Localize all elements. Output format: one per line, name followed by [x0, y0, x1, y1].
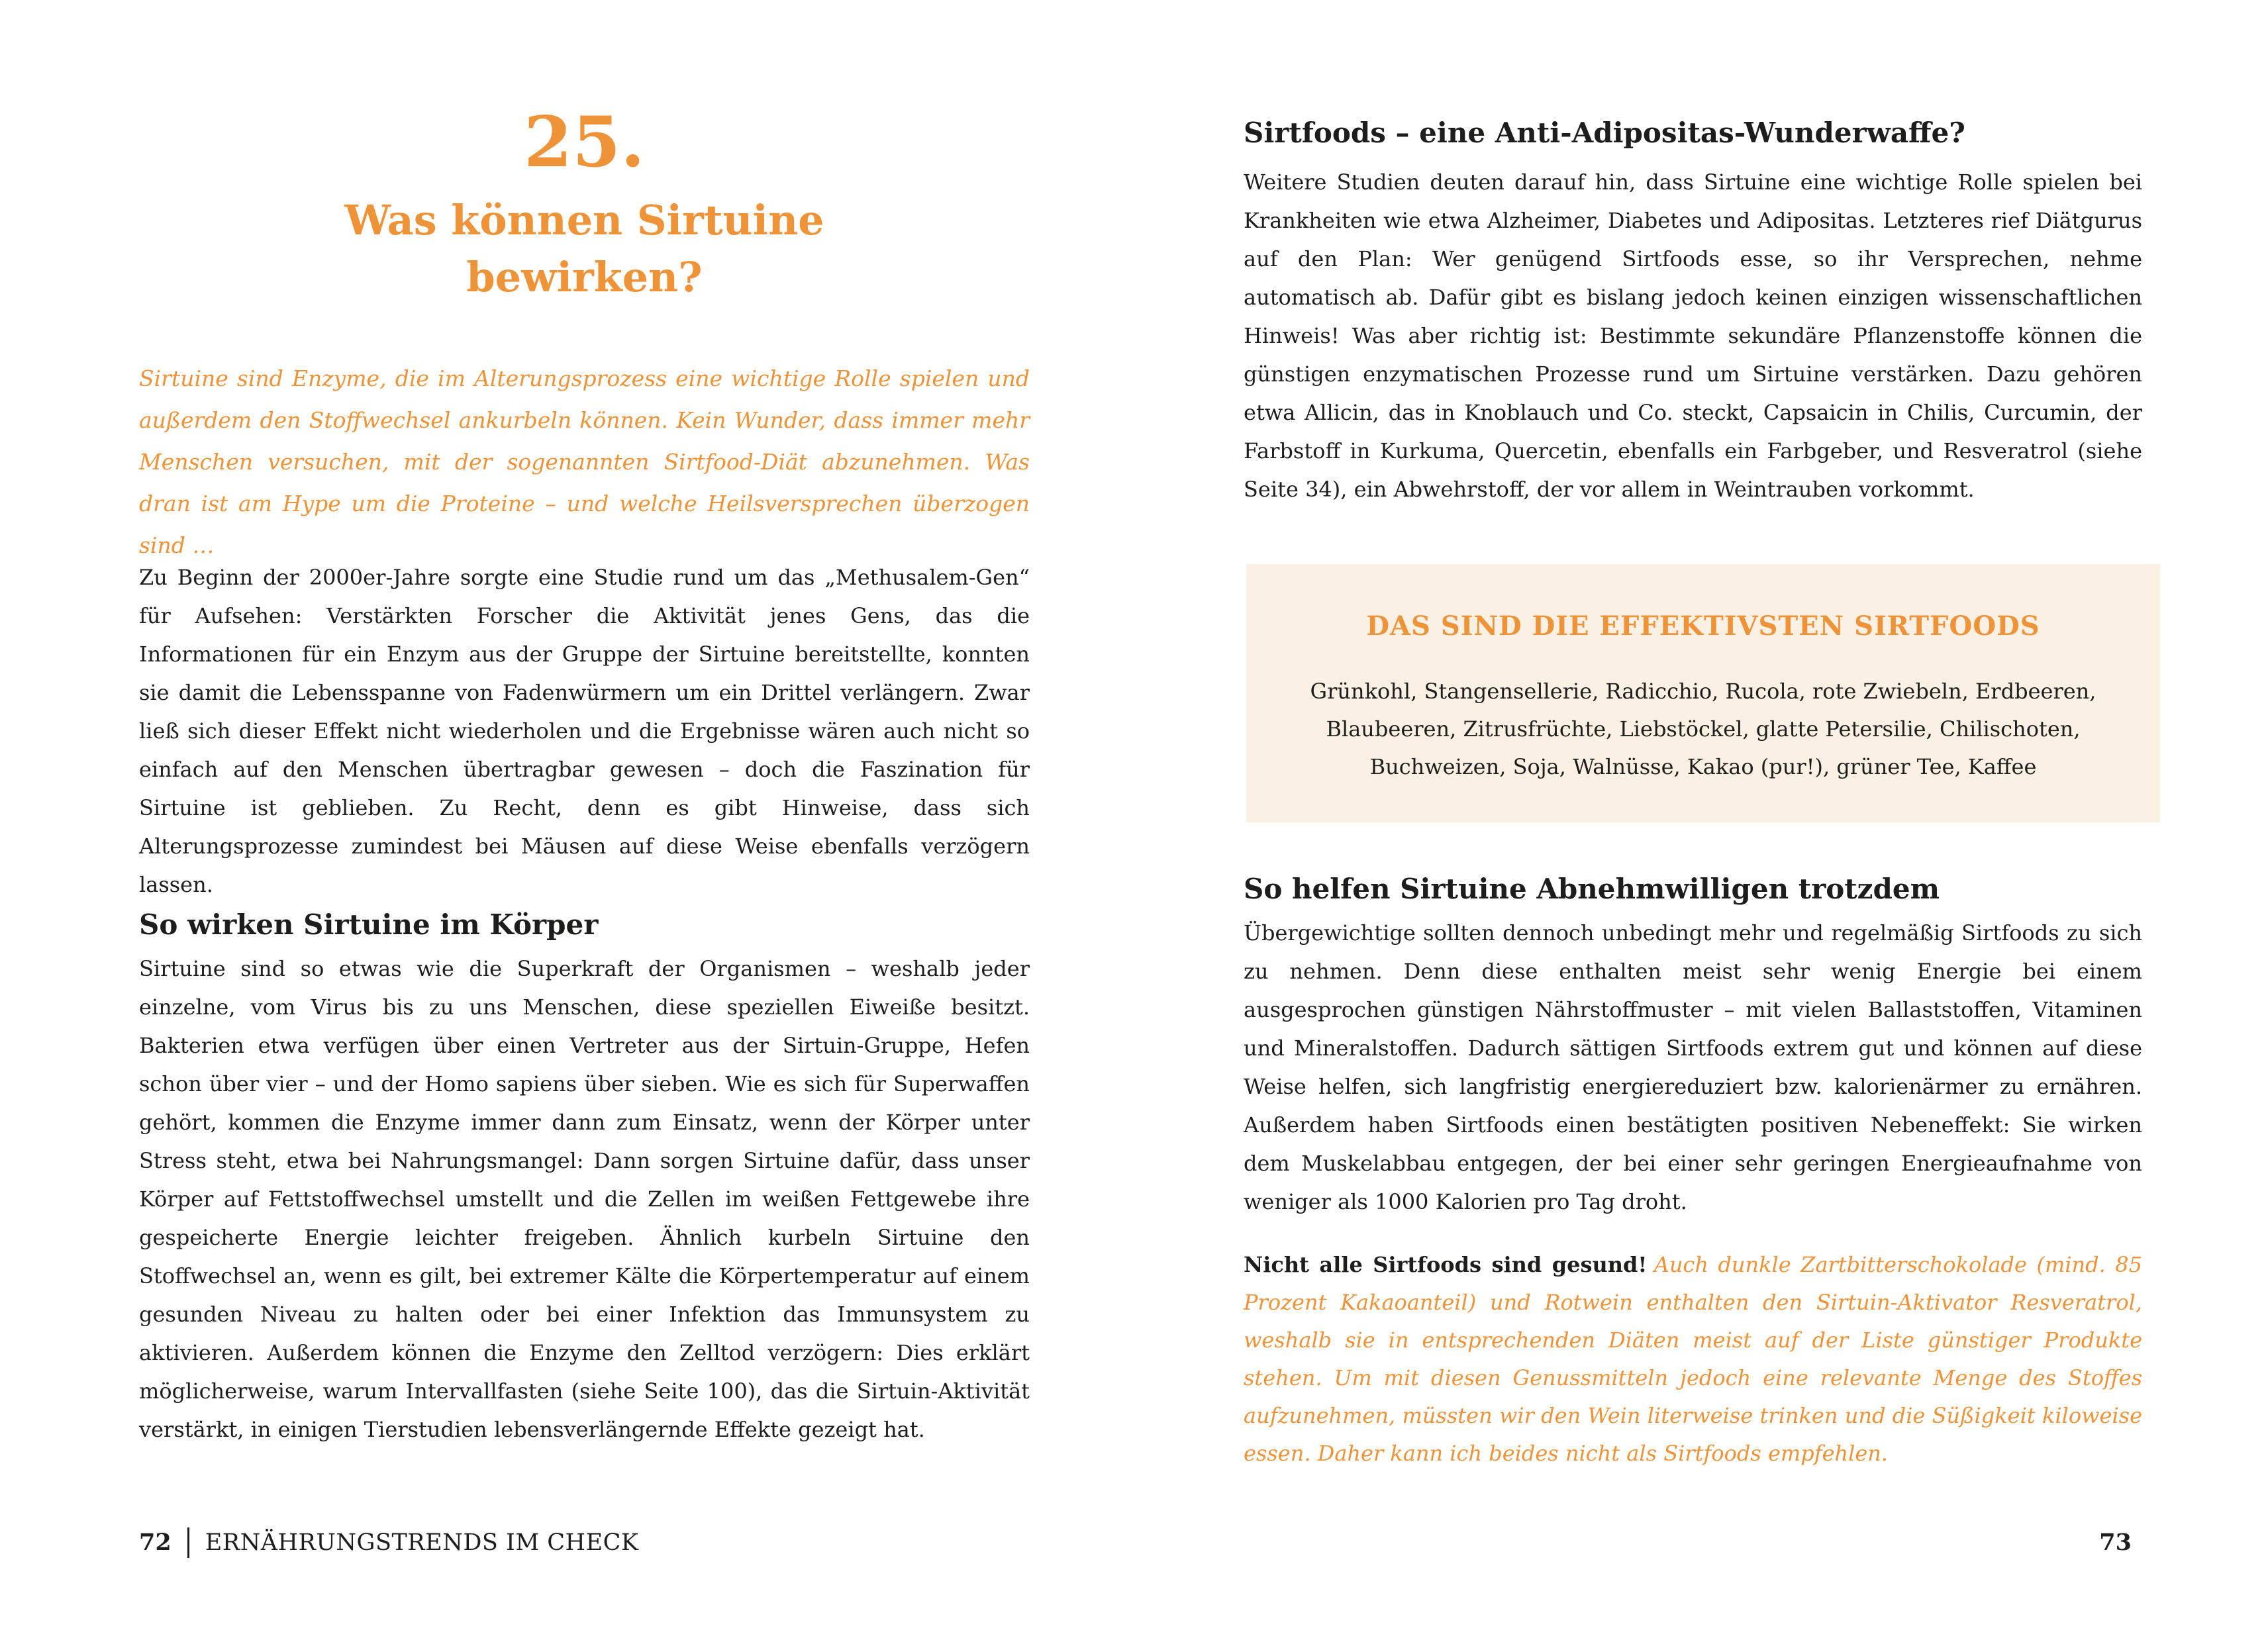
right-paragraph-2: Übergewichtige sollten dennoch unbedingt mehr und regelmäßig Sirtfoods zu sich zu nehmen. Denn diese enthalten meist sehr wenig Energie bei einem ausgesprochen günstigen Nährstoffmuster – mit vielen Ballaststoffen, Vitaminen und Mineralstoffen. Dadurch sättigen Sirtfoods extrem gut und können auf diese Weise helfen, sich langfristig energiereduziert bzw. kalorienärmer zu ernähren. Außerdem haben Sirtfoods einen bestätigten positiven Nebeneffekt: Sie wirken dem Muskelabbau entgegen, der bei einer sehr geringen Energieaufnahme von weniger als 1000 Kalorien pro Tag droht.: [1244, 920, 2142, 1214]
right-section-heading-1: Sirtfoods – eine Anti-Adipositas-Wunderwaffe?: [1244, 117, 1965, 149]
sirtfoods-info-box: [1246, 564, 2160, 822]
right-section-heading-2: So helfen Sirtuine Abnehmwilligen trotzdem: [1244, 873, 1940, 905]
right-page: [1244, 0, 2142, 1642]
left-page-number: 72: [139, 1529, 172, 1556]
right-paragraph-1: Weitere Studien deuten darauf hin, dass Sirtuine eine wichtige Rolle spielen bei Krankheiten wie etwa Alzheimer, Diabetes und Adipositas. Letzteres rief Diätgurus auf den Plan: Wer genügend Sirtfoods esse, so ihr Versprechen, nehme automatisch ab. Dafür gibt es bislang jedoch keinen einzigen wissenschaftlichen Hinweis! Was aber richtig ist: Bestimmte sekundäre Pflanzenstoffe können die günstigen enzymatischen Prozesse rund um Sirtuine verstärken. Dazu gehören etwa Allicin, das in Knoblauch und Co. steckt, Capsaicin in Chilis, Curcumin, der Farbstoff in Kurkuma, Quercetin, ebenfalls ein Farbgeber, und Resveratrol (siehe Seite 34), ein Abwehrstoff, der vor allem in Weintrauben vorkommt.: [1244, 169, 2142, 502]
left-page-footer: [139, 1527, 639, 1559]
left-section-heading: So wirken Sirtuine im Körper: [139, 908, 599, 941]
running-title: ERNÄHRUNGSTRENDS IM CHECK: [205, 1529, 639, 1556]
warning-lead: Nicht alle Sirtfoods sind gesund!: [1244, 1252, 1648, 1277]
warning-text: Auch dunkle Zartbitterschokolade (mind. 85 Prozent Kakaoanteil) und Rotwein enthalten den Sirtuin-Aktivator Resveratrol, weshalb sie in entsprechenden Diäten meist auf der Liste günstiger Produkte stehen. Um mit diesen Genussmitteln jedoch eine relevante Menge des Stoffes aufzunehmen, müssten wir den Wein literweise trinken und die Süßigkeit kiloweise essen. Daher kann ich beides nicht als Sirtfoods empfehlen.: [1244, 1252, 2142, 1466]
info-box-content: Grünkohl, Stangensellerie, Radicchio, Rucola, rote Zwiebeln, Erdbeeren, Blaubeeren, Zitrusfrüchte, Liebstöckel, glatte Petersilie, Chilischoten, Buchweizen, Soja, Walnüsse, Kakao (pur!), grüner Tee, Kaffee: [1310, 679, 2096, 779]
chapter-title: Was können Sirtuine bewirken?: [344, 196, 824, 301]
left-page: [139, 0, 1030, 1642]
left-paragraph-2: Sirtuine sind so etwas wie die Superkraft der Organismen – weshalb jeder einzelne, vom Virus bis zu uns Menschen, diese speziellen Eiweiße besitzt. Bakterien etwa verfügen über einen Vertreter aus der Sirtuin-Gruppe, Hefen schon über vier – und der Homo sapiens über sieben. Wie es sich für Superwaffen gehört, kommen die Enzyme immer dann zum Einsatz, wenn der Körper unter Stress steht, etwa bei Nahrungsmangel: Dann sorgen Sirtuine dafür, dass unser Körper auf Fettstoffwechsel umstellt und die Zellen im weißen Fettgewebe ihre gespeicherte Energie leichter freigeben. Ähnlich kurbeln Sirtuine den Stoffwechsel an, wenn es gilt, bei extremer Kälte die Körpertemperatur auf einem gesunden Niveau zu halten oder bei einer Infektion das Immunsystem zu aktivieren. Außerdem können die Enzyme den Zelltod verzögern: Dies erklärt möglicherweise, warum Intervallfasten (siehe Seite 100), das die Sirtuin-Aktivität verstärkt, in einigen Tierstudien lebensverlängernde Effekte gezeigt hat.: [139, 956, 1030, 1442]
left-paragraph-1: Zu Beginn der 2000er-Jahre sorgte eine Studie rund um das „Methusalem-Gen“ für Aufsehen: Verstärkten Forscher die Aktivität jenes Gens, das die Informationen für ein Enzym aus der Gruppe der Sirtuine bereitstellte, konnten sie damit die Lebensspanne von Fadenwürmern um ein Drittel verlängern. Zwar ließ sich dieser Effekt nicht wiederholen und die Ergebnisse wären auch nicht so einfach auf den Menschen übertragbar gewesen – doch die Faszination für Sirtuine ist geblieben. Zu Recht, denn es gibt Hinweise, dass sich Alterungsprozesse zumindest bei Mäusen auf diese Weise ebenfalls verzögern lassen.: [139, 565, 1030, 897]
right-page-footer: [2099, 1527, 2132, 1559]
right-page-number: 73: [2099, 1529, 2132, 1556]
info-box-title: DAS SIND DIE EFFEKTIVSTEN SIRTFOODS: [1366, 610, 2040, 642]
footer-divider: [187, 1527, 189, 1558]
chapter-number: 25.: [524, 101, 645, 183]
warning-paragraph: [1244, 1246, 2142, 1473]
chapter-intro: Sirtuine sind Enzyme, die im Alterungsprozess eine wichtige Rolle spielen und außerdem den Stoffwechsel ankurbeln können. Kein Wunder, dass immer mehr Menschen versuchen, mit der sogenannten Sirtfood-Diät abzunehmen. Was dran ist am Hype um die Proteine – und welche Heilsversprechen überzogen sind …: [139, 365, 1030, 558]
